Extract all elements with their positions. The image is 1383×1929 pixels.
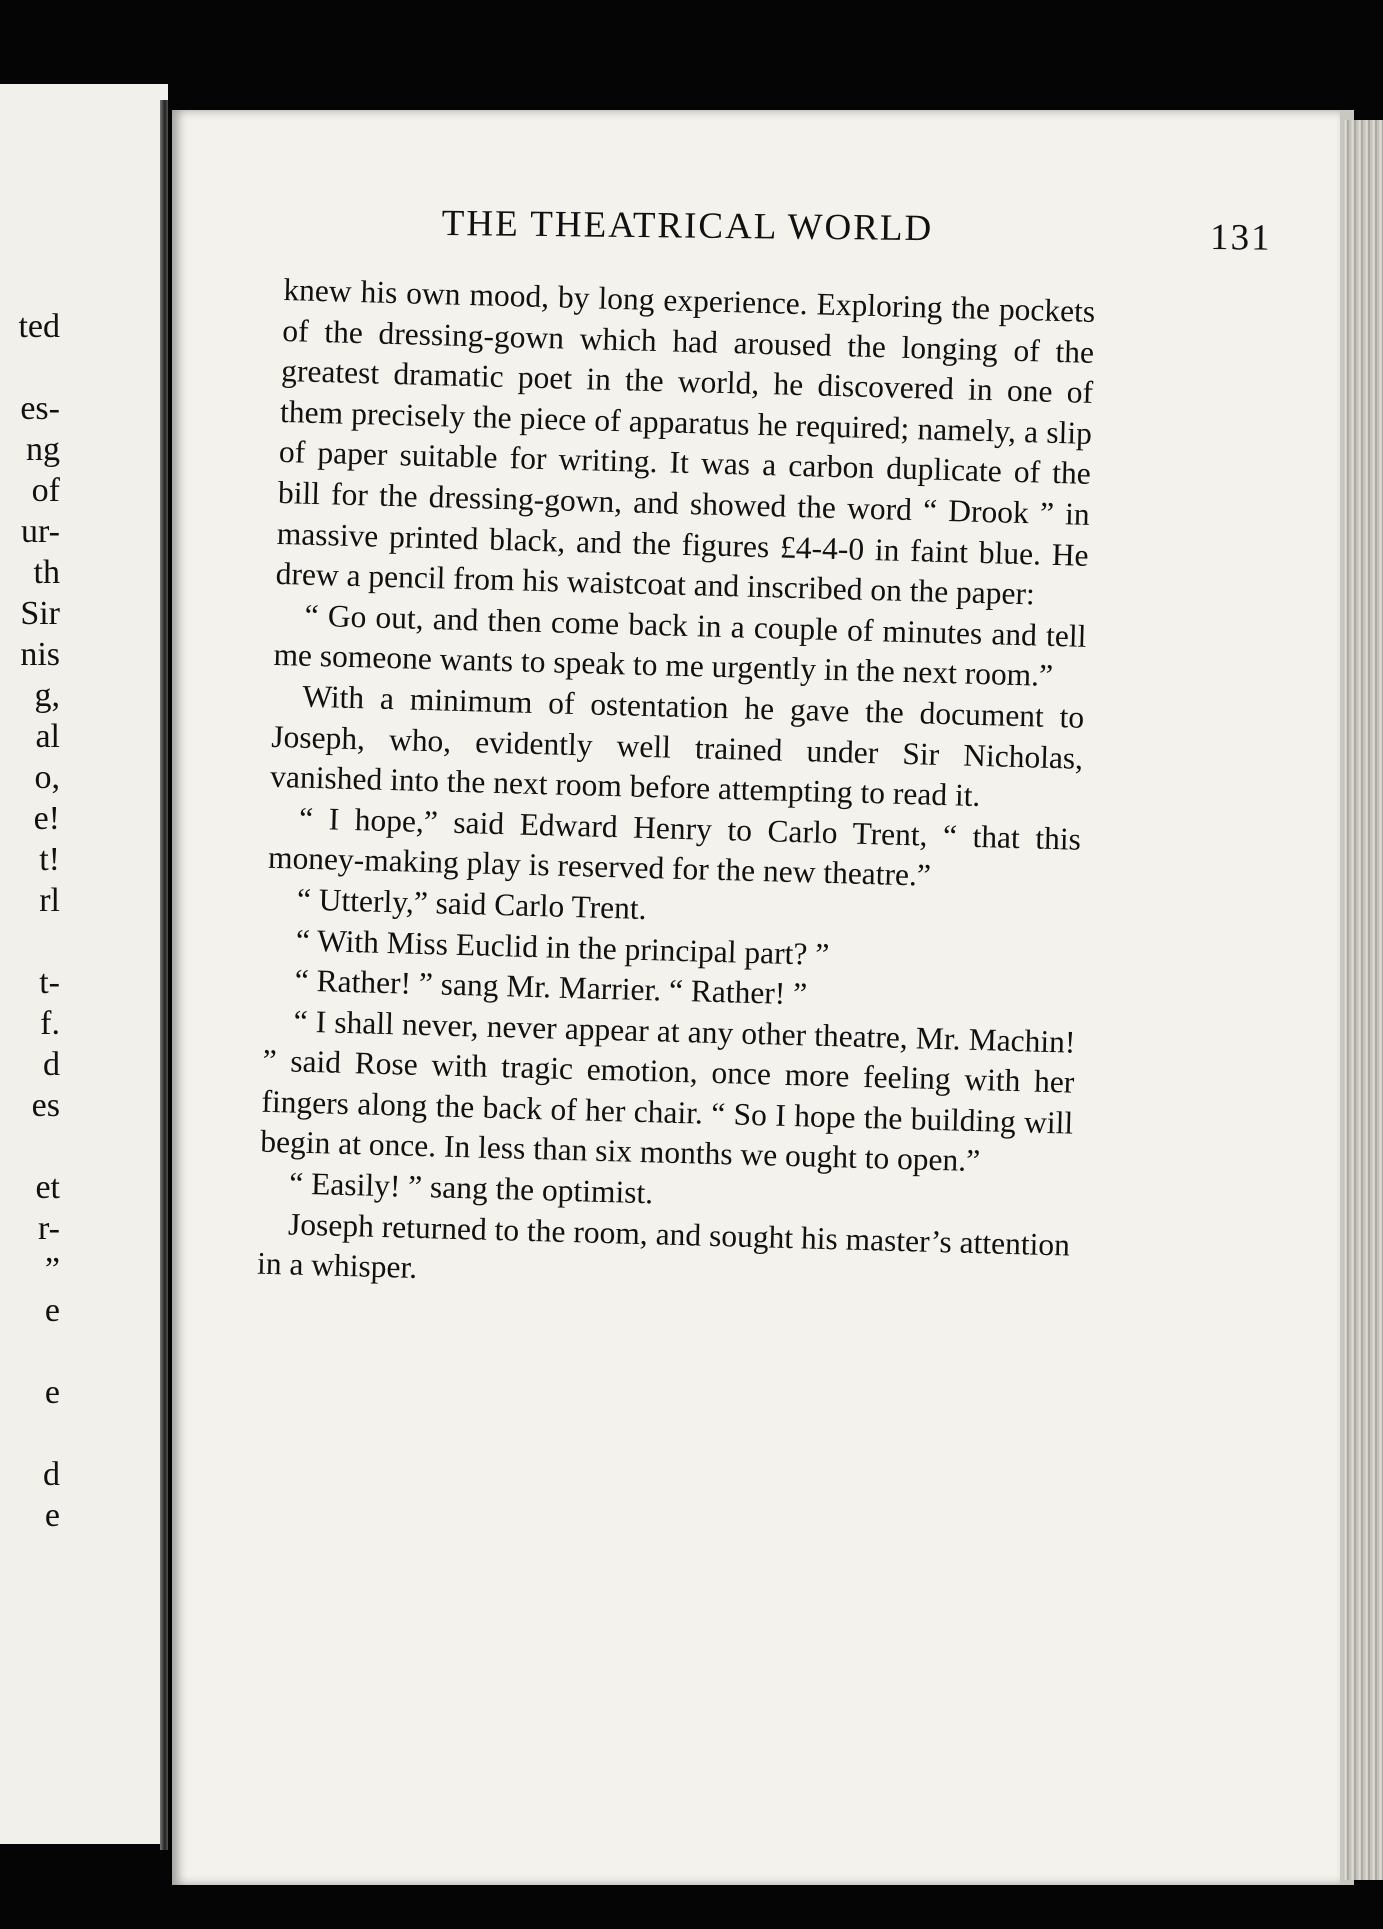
left-page-fragment: r- xyxy=(38,1210,60,1247)
left-page-fragment: Sir xyxy=(20,595,60,632)
running-title: THE THEATRICAL WORLD xyxy=(441,202,934,250)
left-page-fragment: t- xyxy=(39,964,60,1001)
left-page-fragment: f. xyxy=(40,1005,60,1042)
left-page-fragment: e xyxy=(44,1292,60,1329)
left-page-fragment: t! xyxy=(39,841,60,878)
left-page-fragment: d xyxy=(43,1456,60,1493)
paragraph: With a minimum of ostentation he gave the document to Joseph, who, evidently well trained under Sir Nicholas, vanished into the next room before attempting to read it. xyxy=(269,678,1085,814)
left-page-fragment: et xyxy=(35,1169,60,1206)
left-page-fragment: o, xyxy=(34,759,60,796)
page-stack-edges xyxy=(1343,120,1383,1880)
paragraph: Joseph returned to the room, and sought his master’s attention in a whisper. xyxy=(256,1206,1071,1286)
page-header xyxy=(441,202,1272,259)
left-page-fragment: ur- xyxy=(21,513,60,550)
left-page-fragment: rl xyxy=(39,882,60,919)
left-page-fragment: ng xyxy=(26,431,60,468)
left-page-text-fragments xyxy=(0,306,60,1536)
left-page-fragment: ” xyxy=(44,1251,60,1288)
left-page-fragment: g, xyxy=(34,677,60,714)
left-page-fragment xyxy=(0,921,60,962)
right-page xyxy=(172,110,1354,1885)
paragraph: “ Go out, and then come back in a couple of minutes and tell me someone wants to speak to me urgently in the next room.” xyxy=(273,597,1087,694)
paragraph: “ I hope,” said Edward Henry to Carlo Trent, “ that this money-making play is reserved for the new theatre.” xyxy=(267,800,1082,894)
left-page-fragment: nis xyxy=(20,636,60,673)
left-page-fragment: d xyxy=(43,1046,60,1083)
left-page-fragment: of xyxy=(31,472,60,509)
left-facing-page xyxy=(0,84,168,1844)
left-page-fragment xyxy=(0,1413,60,1454)
paragraph: “ Rather! ” sang Mr. Marrier. “ Rather! ” xyxy=(294,962,808,1012)
left-page-fragment xyxy=(0,1331,60,1372)
left-page-fragment: e! xyxy=(33,800,60,837)
left-page-fragment: es- xyxy=(20,390,60,427)
left-page-fragment xyxy=(0,347,60,388)
left-page-fragment: es xyxy=(31,1087,60,1124)
left-page-fragment: ted xyxy=(18,308,60,345)
paragraph: “ Utterly,” said Carlo Trent. xyxy=(296,881,647,926)
paragraph: knew his own mood, by long experience. Exploring the pockets of the dressing-gown which had aroused the longing of the greatest dramatic poet in the world, he discovered in one of them precisely the piece of apparatus he required; namely, a slip of paper suitable for writing. It was a carbon duplicate of the bill for the dressing-gown, and showed the word “ Drook ” in massive printed black, and the figures £4-4-0 in faint blue. He drew a pencil from his waistcoat and inscribed on the paper: xyxy=(275,271,1096,612)
book-gutter xyxy=(160,100,168,1850)
paragraph: “ I shall never, never appear at any other theatre, Mr. Machin! ” said Rose with tragic emotion, once more feeling with her fingers along the back of her chair. “ So I hope the building will begin at once. In less than six months we ought to open.” xyxy=(259,1003,1076,1179)
left-page-fragment: th xyxy=(33,554,60,591)
paragraph: “ Easily! ” sang the optimist. xyxy=(288,1165,654,1211)
paragraph: “ With Miss Euclid in the principal part? ” xyxy=(295,922,830,972)
left-page-fragment: e xyxy=(44,1374,60,1411)
page-number: 131 xyxy=(1209,217,1272,259)
left-page-fragment xyxy=(0,1126,60,1167)
left-page-fragment: al xyxy=(35,718,60,755)
left-page-fragment: e xyxy=(44,1497,60,1534)
page-body xyxy=(257,270,1096,1306)
